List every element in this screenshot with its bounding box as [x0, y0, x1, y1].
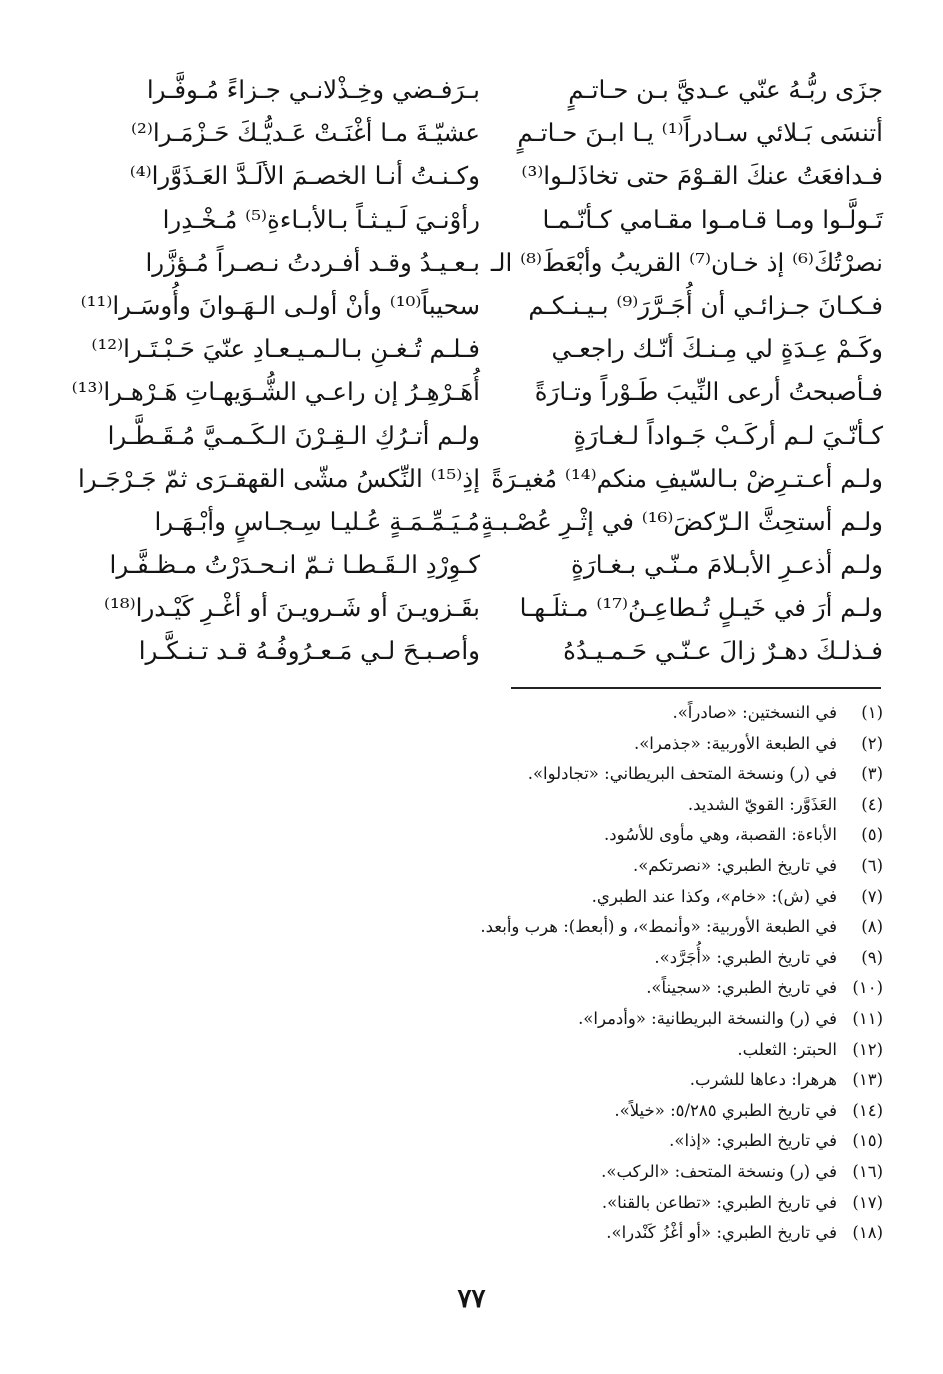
footnote-text: في (ر) والنسخة البريطانية: «وأدمرا».	[578, 1008, 837, 1028]
footnote-text: في تاريخ الطبري: «نصرتكم».	[632, 855, 837, 875]
footnote	[323, 1035, 883, 1066]
footnote	[323, 729, 883, 760]
footnote-number: (٨)	[861, 917, 883, 937]
footnotes	[323, 698, 883, 1249]
footnote-number: (٥)	[861, 825, 883, 845]
footnote	[323, 851, 883, 882]
footnote-text: في (ر) ونسخة المتحف: «الركب».	[601, 1161, 837, 1181]
footnote-text: في الطبعة الأوربية: «وأنمط»، و (أبعط): هرب وأبعد.	[480, 917, 837, 937]
verse-hemistich: نصرْتُكَ⁽⁶⁾ إذ خـان⁽⁷⁾ القريبُ وأبْعَطَ⁽⁸⁾ الـ	[490, 247, 883, 277]
verse-hemistich: فـأصبحتُ أرعى النِّيبَ طَـوْراً وتـارَةً	[534, 377, 883, 407]
footnote	[323, 943, 883, 974]
verse-hemistich: بقَـزويـنَ أو شَـرويـنَ أو أغْـرِ كَيْـدرا⁽¹⁸⁾	[103, 593, 480, 623]
verse-hemistich: كـوِرْدِ الـقَـطـا ثـمّ انـحـدَرْتُ مـظـفَّـرا	[109, 550, 480, 580]
footnote	[323, 882, 883, 913]
poem-body	[71, 68, 883, 688]
footnote	[323, 1188, 883, 1219]
verse-hemistich: بـعـيـدُ وقـد أفـردتُ نـصـراً مُـؤزَّرا	[145, 247, 480, 277]
footnote-text: في تاريخ الطبري: «أو أغْزُ كَنْدرا».	[606, 1223, 837, 1243]
footnote	[323, 1157, 883, 1188]
footnote-number: (٤)	[861, 794, 883, 814]
footnote-number: (٧)	[861, 886, 883, 906]
footnote	[323, 973, 883, 1004]
verse-hemistich: ولـم أستحِثَّ الـرّكضَ⁽¹⁶⁾ في إثْـرِ عُصْـبـةٍ	[481, 506, 883, 536]
verse-hemistich: كـأنّـيَ لـم أركَـبْ جَـواداً لـغـارَةٍ	[573, 420, 883, 450]
poem-right-column	[481, 68, 883, 673]
verse-hemistich: فـدافعَتُ عنكَ القـوْمَ حتى تخاذَلـوا⁽³⁾	[521, 161, 883, 191]
verse-hemistich: وأصـبـحَ لـي مَـعـرُوفُـهُ قـد تـنـكَّـرا	[138, 636, 480, 666]
footnote-number: (٦)	[861, 855, 883, 875]
verse-hemistich: رأوْنـيَ لَـيـثـاً بـالأبـاءةِ⁽⁵⁾ مُـخْـدِرا	[162, 204, 480, 234]
footnote-number: (١٨)	[852, 1223, 883, 1243]
footnote	[323, 912, 883, 943]
page-number: ٧٧	[457, 1284, 486, 1314]
footnote-text: في الطبعة الأوربية: «جذمرا».	[633, 733, 837, 753]
footnote-number: (١٣)	[852, 1070, 883, 1090]
footnote-text: في (ش): «خام»، وكذا عند الطبري.	[591, 886, 837, 906]
verse-hemistich: فـذلـكَ دهـرٌ زالَ عـنّـي حَـمـيـدُهُ	[563, 636, 883, 666]
footnote-number: (١٧)	[852, 1192, 883, 1212]
verse-hemistich: ولـم أعـتـرِضْ بـالسّيفِ منكم⁽¹⁴⁾ مُغيـرَةً	[491, 463, 883, 493]
footnote-text: في تاريخ الطبري: «تطاعن بالقنا».	[601, 1192, 837, 1212]
verse-hemistich: فـلـم تُـغـنِ بـالـمـيـعـادِ عنّيَ حَـبْـتَـرا⁽¹²⁾	[91, 334, 480, 364]
footnote-number: (١٤)	[852, 1100, 883, 1120]
footnote-number: (١١)	[852, 1008, 883, 1028]
footnote-text: في تاريخ الطبري: «إذا».	[669, 1131, 837, 1151]
footnote	[323, 1218, 883, 1249]
footnote-number: (٩)	[861, 947, 883, 967]
footnote	[323, 1126, 883, 1157]
footnote	[323, 1004, 883, 1035]
verse-hemistich: وكَـمْ عِـدَةٍ لي مِـنـكَ أنّـك راجعـي	[551, 334, 883, 364]
footnote-number: (١٢)	[852, 1039, 883, 1059]
footnote-number: (١٥)	[852, 1131, 883, 1151]
footnote-number: (١)	[861, 703, 883, 722]
footnote	[323, 820, 883, 851]
footnote-number: (١٦)	[852, 1161, 883, 1181]
verse-hemistich: جزَى ربُّـهُ عنّي عـديَّ بـن حـاتـمٍ	[568, 75, 883, 104]
footnote	[323, 790, 883, 821]
verse-hemistich: مُـيَـمِّـمَـةٍ عُـليـا سِـجـاسٍ وأبْـهَـرا	[154, 506, 480, 536]
verse-hemistich: إذِ⁽¹⁵⁾ النِّكسُ مشّى القهقـرَى ثمّ جَـرْجَـرا	[77, 463, 480, 493]
verse-hemistich: سحيباً⁽¹⁰⁾ وأنْ أولـى الـهَـوانَ وأُوسَـرا⁽¹¹⁾	[80, 290, 480, 320]
verse-hemistich: عشيّـةَ مـا أغْنَـتْ عَـديُّـكَ حَـزْمَـرا⁽²⁾	[131, 118, 480, 148]
footnote-number: (١٠)	[852, 978, 883, 998]
footnote	[323, 1065, 883, 1096]
poem-left-column	[71, 68, 480, 673]
verse-hemistich: تَـولَّـوا ومـا قـامـوا مقـامي كـأنّـمـا	[542, 204, 883, 234]
footnote	[323, 759, 883, 790]
verse-hemistich: بـرَفـضي وخِـذْلانـي جـزاءً مُـوفَّـرا	[146, 75, 480, 104]
verse-hemistich: أتنسَى بَـلائي سـادراً⁽¹⁾ يـا ابـنَ حـاتـمٍ	[517, 118, 883, 148]
footnote-text: هرهرا: دعاها للشرب.	[689, 1070, 837, 1090]
verse-hemistich: ولـم أرَ في خَيـلٍ تُـطاعِـنُ⁽¹⁷⁾ مـثلَـهـا	[519, 593, 883, 623]
footnote-text: في النسختين: «صادراً».	[672, 703, 837, 722]
footnote-divider	[511, 687, 881, 689]
footnote	[323, 698, 883, 729]
footnote-number: (٢)	[861, 733, 883, 753]
footnote-text: الحبتر: الثعلب.	[737, 1039, 837, 1059]
verse-hemistich: ولـم أذعـرِ الأبـلامَ مـنّـي بـغـارَةٍ	[571, 550, 883, 580]
footnote-text: في تاريخ الطبري: «أُجَرَّد».	[654, 947, 837, 967]
footnote-text: العَذَوَّر: القويّ الشديد.	[687, 794, 837, 814]
verse-hemistich: أُهَـرْهِـرُ إن راعـي الشُّـوَيهـاتِ هَـرْهـرا⁽¹³⁾	[71, 377, 480, 407]
footnote-text: الأباءة: القصبة، وهي مأوى للأسُود.	[604, 825, 837, 845]
verse-hemistich: ولـم أتـرُكِ الـقِـرْنَ الـكَـمـيَّ مُـقَـطَّـرا	[107, 420, 480, 450]
footnote	[323, 1096, 883, 1127]
footnote-text: في تاريخ الطبري ٥/٢٨٥: «خيلاً».	[614, 1100, 837, 1120]
footnote-number: (٣)	[861, 764, 883, 784]
verse-hemistich: فـكـانَ جـزائـي أن أُجَـرَّرَ⁽⁹⁾ بـيـنـكـم	[528, 290, 883, 320]
footnote-text: في تاريخ الطبري: «سجيناً».	[646, 978, 837, 998]
footnote-text: في (ر) ونسخة المتحف البريطاني: «تجادلوا».	[527, 764, 837, 784]
verse-hemistich: وكـنـتُ أنـا الخصـمَ الألَـدَّ العَـذَوَّرا⁽⁴⁾	[129, 161, 480, 191]
